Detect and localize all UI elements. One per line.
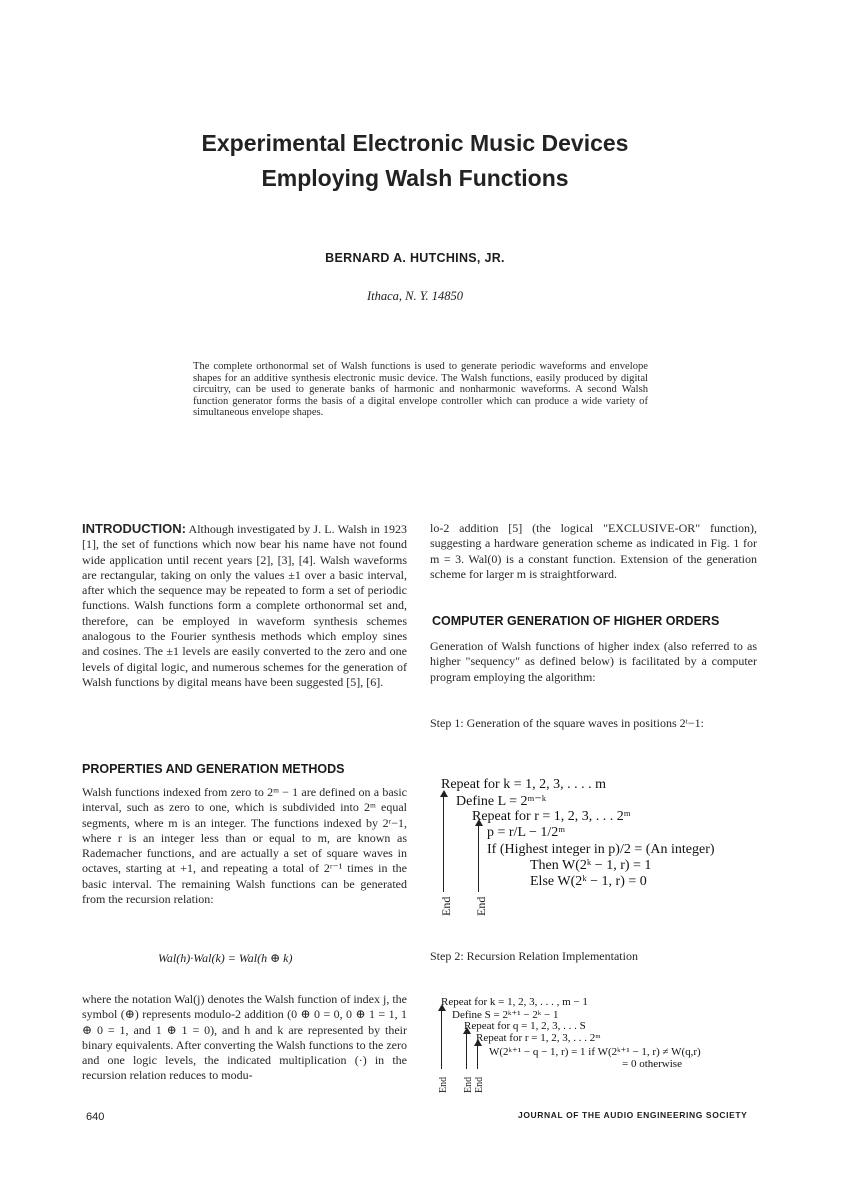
computer-generation-text: Generation of Walsh functions of higher index (also referred to as higher "sequency" as defined below) is facilitated by a computer program employing the algorithm: <box>430 639 757 684</box>
algo1-line: p = r/L − 1/2ᵐ <box>487 825 566 840</box>
paper-title-line-2: Employing Walsh Functions <box>261 165 569 191</box>
page-number: 640 <box>86 1111 105 1123</box>
author-name: BERNARD A. HUTCHINS, JR. <box>325 251 505 265</box>
algo1-line: Else W(2ᵏ − 1, r) = 0 <box>530 874 647 889</box>
end-label-inner: End <box>474 896 488 916</box>
end-label-inner: End <box>474 1076 485 1093</box>
introduction-section <box>82 521 407 690</box>
properties-text-continued: where the notation Wal(j) denotes the Walsh function of index j, the symbol (⊕) represents modulo-2 addition (0 ⊕ 0 = 0, 0 ⊕ 1 = 1, 1 ⊕ 0 = 1, and 1 ⊕ 1 = 0), and h and k are represented by their binary equivalents. After converting the Walsh functions to the zero and one logic levels, the indicated multiplication (·) in the recursion relation reduces to modu- <box>82 992 407 1083</box>
loop-line <box>477 1044 478 1069</box>
author-affiliation: Ithaca, N. Y. 14850 <box>366 289 464 303</box>
introduction-text: Although investigated by J. L. Walsh in 1923 [1], the set of functions which now bear his name have not found wide application until recent years [2], [3], [4]. Walsh waveforms are rectangular, taking on only the values ±1 over a basic interval, after which the sequence may be repeated to form a set of periodic functions. Walsh functions form a complete orthonormal set and, therefore, can be employed in waveform synthesis schemes analogous to the Fourier synthesis methods which employ sines and cosines. The ±1 levels are easily converted to the zero and one levels of digital logic, and numerous schemes for the generation of Walsh functions by digital means have been suggested [5], [6]. <box>82 522 407 689</box>
algo2-line: Repeat for r = 1, 2, 3, . . . 2ᵐ <box>476 1032 601 1044</box>
algo2-line: Repeat for k = 1, 2, 3, . . . , m − 1 <box>441 996 588 1008</box>
computer-generation-heading: COMPUTER GENERATION OF HIGHER ORDERS <box>432 614 720 628</box>
introduction-heading: INTRODUCTION: <box>82 521 186 536</box>
algo2-line: Define S = 2ᵏ⁺¹ − 2ᵏ − 1 <box>452 1009 559 1021</box>
right-column-continuation: lo-2 addition [5] (the logical "EXCLUSIVE-OR" function), suggesting a hardware generation scheme as indicated in Fig. 1 for m = 3. Wal(0) is a constant function. Extension of the generation scheme for larger m is straightforward. <box>430 521 757 581</box>
step-2-label: Step 2: Recursion Relation Implementation <box>430 949 638 963</box>
recursion-equation: Wal(h)·Wal(k) = Wal(h ⊕ k) <box>158 951 293 965</box>
properties-heading: PROPERTIES AND GENERATION METHODS <box>82 762 345 776</box>
properties-text: Walsh functions indexed from zero to 2ᵐ − 1 are defined on a basic interval, such as zero to one, which is subdivided into 2ᵐ equal segments, where m is an integer. The functions indexed by 2ʳ−1, where r is an integer less than or equal to m, are known as Rademacher functions, and are actually a set of square waves in octaves, starting at +1, and repeating a total of 2ʳ⁻¹ times in the basic interval. The remaining Walsh functions can be generated from the recursion relation: <box>82 785 407 907</box>
loop-line <box>443 796 444 892</box>
loop-line <box>478 825 479 892</box>
algo1-line: Repeat for k = 1, 2, 3, . . . . m <box>441 777 606 792</box>
paper-title-line-1: Experimental Electronic Music Devices <box>201 130 629 156</box>
end-label-middle: End <box>463 1076 474 1093</box>
loop-line <box>441 1009 442 1069</box>
step-1-label: Step 1: Generation of the square waves in positions 2ᵗ−1: <box>430 716 705 730</box>
end-label-outer: End <box>438 1076 449 1093</box>
journal-name: JOURNAL OF THE AUDIO ENGINEERING SOCIETY <box>518 1110 748 1120</box>
algo1-line: Define L = 2ᵐ⁻ᵏ <box>456 794 547 809</box>
algo2-line: = 0 otherwise <box>622 1058 682 1070</box>
algo1-line: Then W(2ᵏ − 1, r) = 1 <box>530 858 652 873</box>
end-label-outer: End <box>439 896 453 916</box>
algo1-line: Repeat for r = 1, 2, 3, . . . 2ᵐ <box>472 809 631 824</box>
algo1-line: If (Highest integer in p)/2 = (An integer) <box>487 842 715 857</box>
algo2-line: Repeat for q = 1, 2, 3, . . . S <box>464 1020 586 1032</box>
loop-line <box>466 1032 467 1069</box>
abstract: The complete orthonormal set of Walsh functions is used to generate periodic waveforms and envelope shapes for an additive synthesis electronic music device. The Walsh functions, easily produced by digital circuitry, can be used to generate banks of harmonic and nonharmonic waveforms. A second Walsh function generator forms the basis of a digital envelope controller which can produce a wide variety of simultaneous envelope shapes. <box>193 361 648 419</box>
algo2-line: W(2ᵏ⁺¹ − q − 1, r) = 1 if W(2ᵏ⁺¹ − 1, r) ≠ W(q,r) <box>489 1046 701 1058</box>
